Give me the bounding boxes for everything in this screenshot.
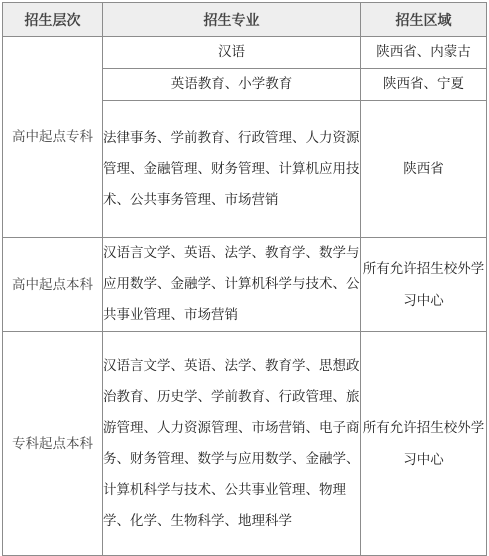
- level-cell: 高中起点专科: [3, 37, 103, 238]
- major-cell: 英语教育、小学教育: [103, 69, 361, 101]
- region-cell: 所有允许招生校外学习中心: [361, 238, 487, 332]
- table-row: [3, 332, 487, 556]
- table-row: [3, 37, 487, 69]
- region-cell: 陕西省: [361, 101, 487, 238]
- major-cell: 汉语言文学、英语、法学、教育学、数学与应用数学、金融学、计算机科学与技术、公共事业管理、市场营销: [103, 238, 361, 332]
- level-cell: 高中起点本科: [3, 238, 103, 332]
- major-cell: 汉语: [103, 37, 361, 69]
- level-cell: 专科起点本科: [3, 332, 103, 556]
- header-region: 招生区域: [361, 3, 487, 37]
- enrollment-table: [2, 2, 487, 556]
- header-major: 招生专业: [103, 3, 361, 37]
- table-row: [3, 238, 487, 332]
- header-row: [3, 3, 487, 37]
- region-cell: 陕西省、宁夏: [361, 69, 487, 101]
- major-cell: 法律事务、学前教育、行政管理、人力资源管理、金融管理、财务管理、计算机应用技术、公共事务管理、市场营销: [103, 101, 361, 238]
- region-cell: 所有允许招生校外学习中心: [361, 332, 487, 556]
- major-cell: 汉语言文学、英语、法学、教育学、思想政治教育、历史学、学前教育、行政管理、旅游管理、人力资源管理、市场营销、电子商务、财务管理、数学与应用数学、金融学、计算机科学与技术、公共事业管理、物理学、化学、生物科学、地理科学: [103, 332, 361, 556]
- region-cell: 陕西省、内蒙古: [361, 37, 487, 69]
- header-level: 招生层次: [3, 3, 103, 37]
